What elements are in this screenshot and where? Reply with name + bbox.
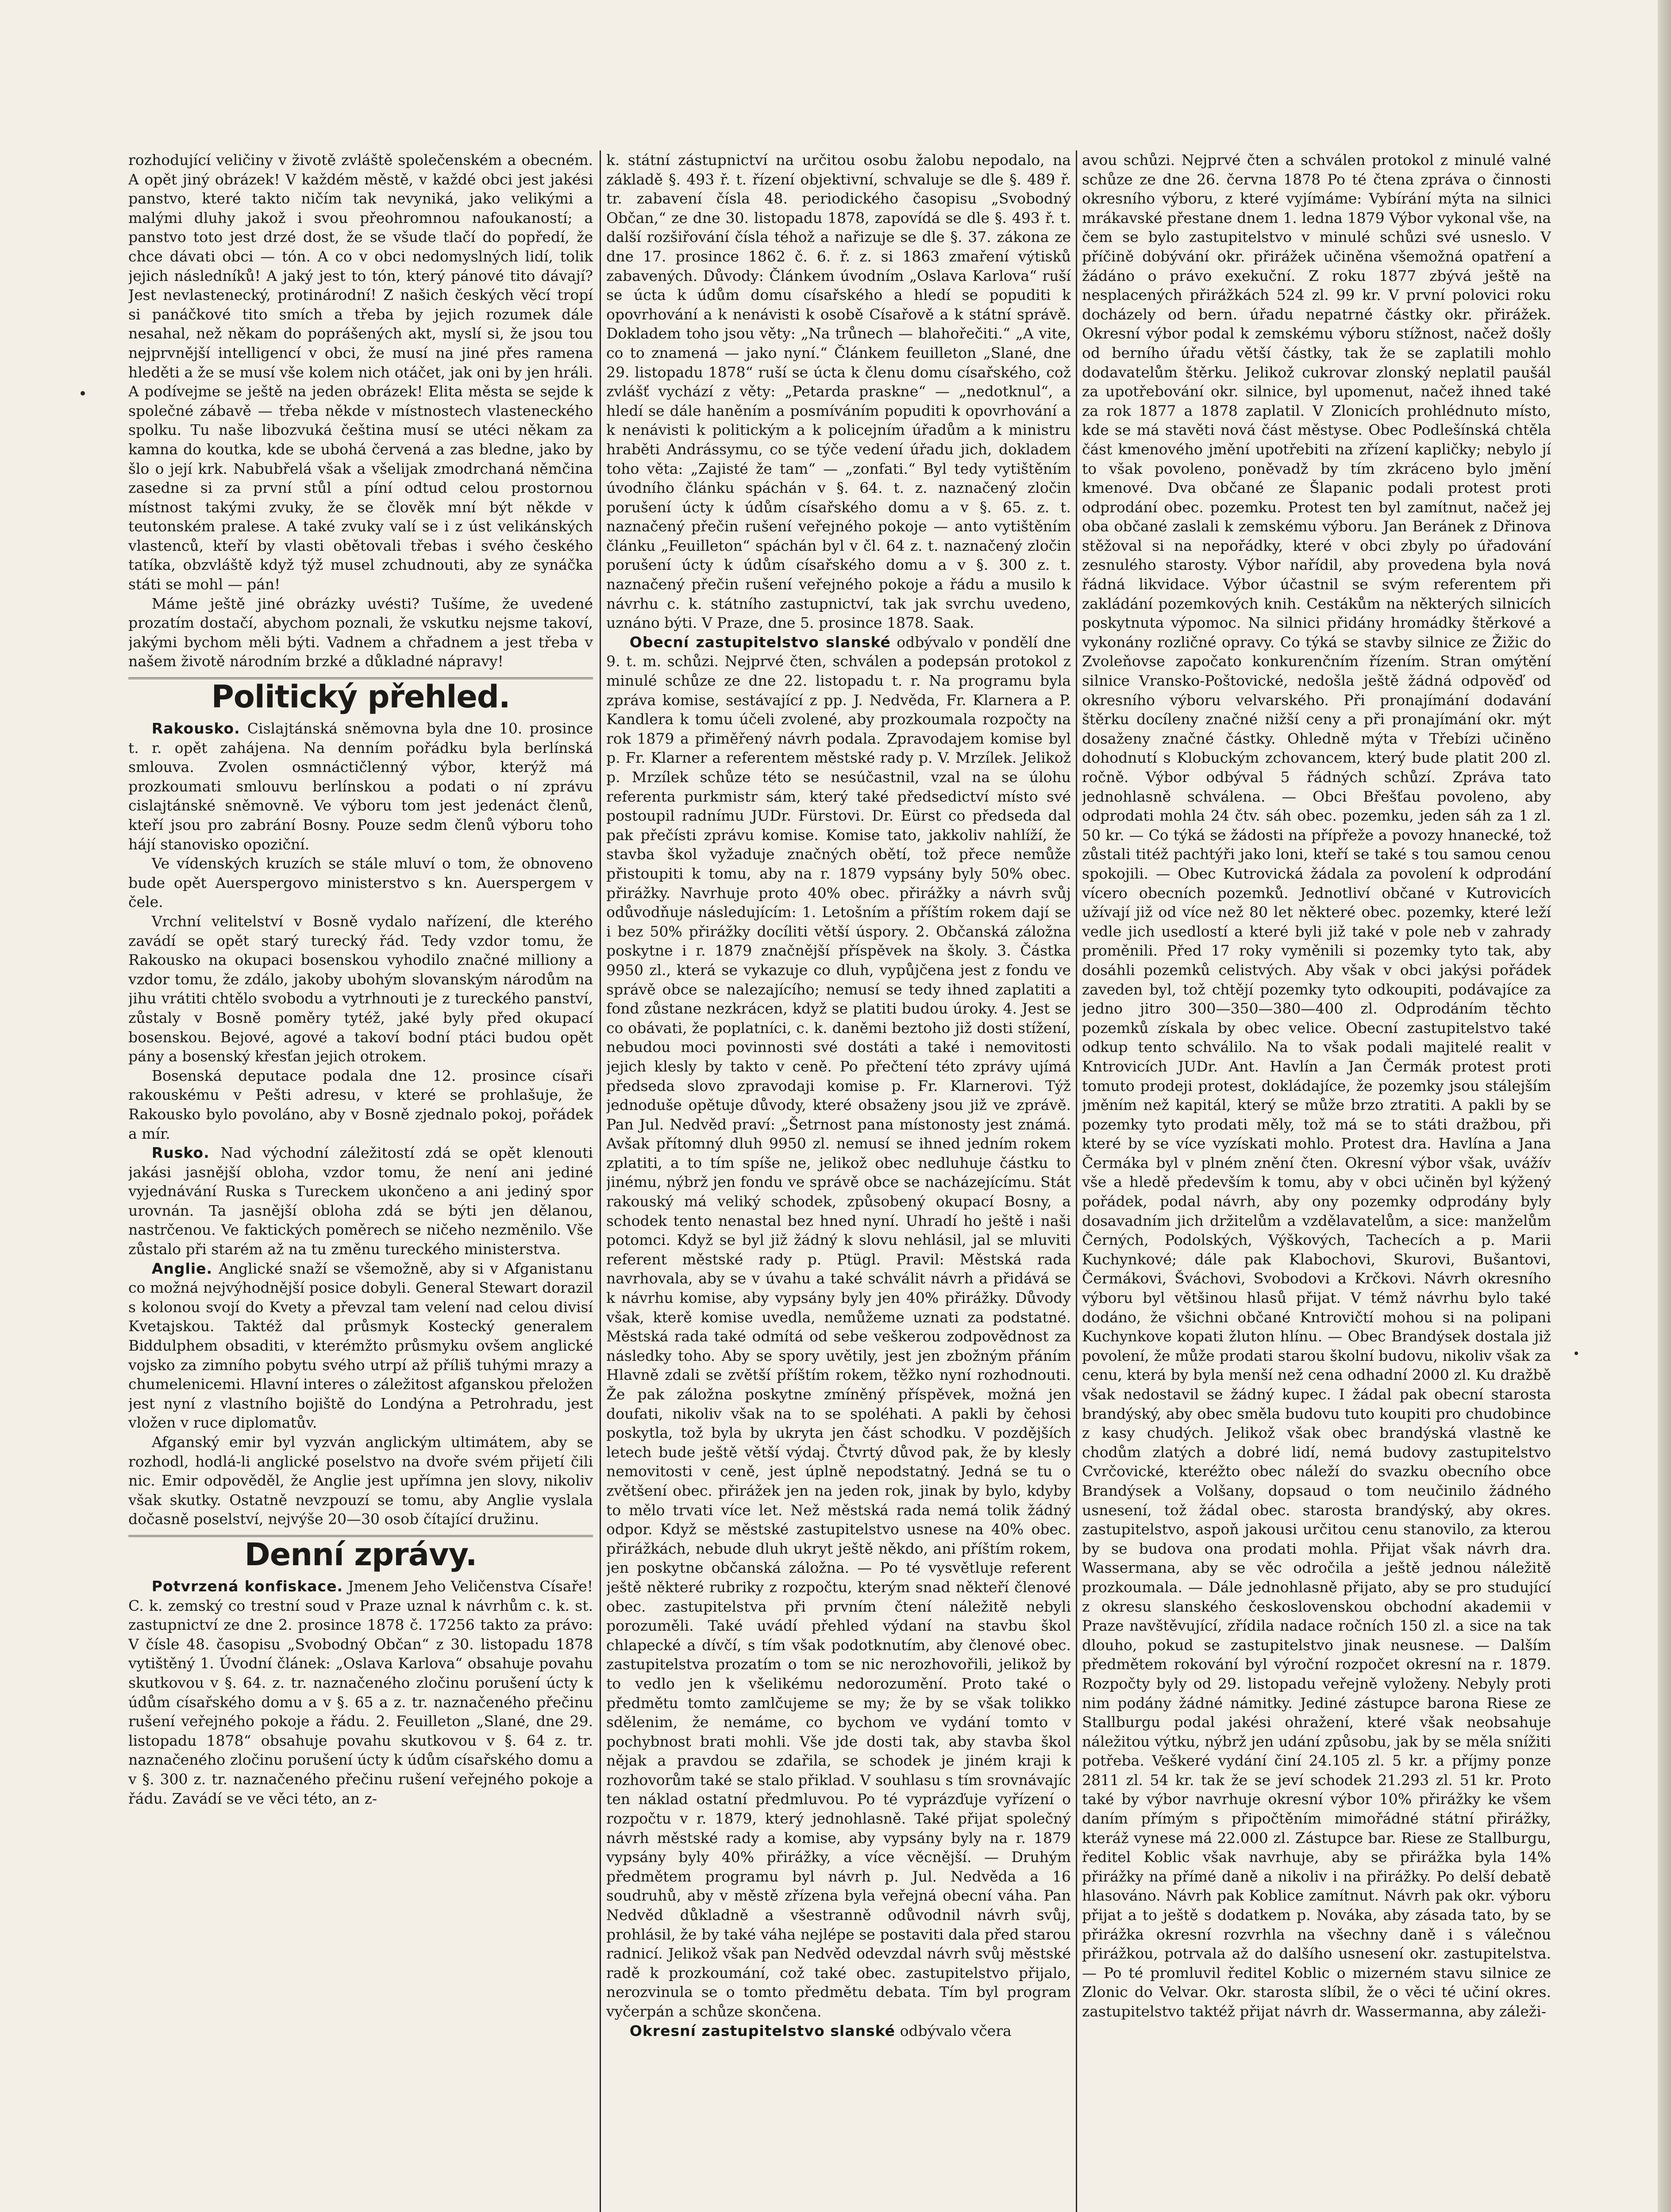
news-text: Nad východní záležitostí zdá se opět klenouti jakási jasnější obloha, vzdor tomu, že není ani jediné vyjednávání Ruska s Tureckem ukončeno a ani jediný spor urovnán. Ta jasnější obloha zdá se býti jen dělanou, nastrčenou. Ve faktických poměrech se ničeho nezměnilo. Vše zůstalo při starém až na tu změnu tureckého ministerstva. [128, 1144, 593, 1258]
article-paragraph: avou schůzi. Nejprvé čten a schválen protokol z minulé valné schůze ze dne 26. června 1878 Po té čtena zpráva o činnosti okresního výboru, z které vyjímáme: Vybírání mýta na silnici mrákavské přestane dnem 1. ledna 1879 Výbor vykonal vše, na čem se bylo zastupitelstvo v minulé schůzi své usneslo. V příčině dobývání okr. přirážek učiněna všemožná opatření a žádáno o právo exekuční. Z roku 1877 zbývá ještě na nesplacených přirážkách 524 zl. 99 kr. V první polovici roku docházely od bern. úřadu nepatrné částky okr. přirážek. Okresní výbor podal k zemskému výboru stížnost, načež došly od berního úřadu větší částky, tak že se zaplatili mohlo dodavatelům štěrku. Jelikož cukrovar zlonský neplatil paušál za upotřebování okr. silnice, byl upomenut, načež ihned také za rok 1877 a 1878 zaplatil. V Zlonicích prohlédnuto místo, kde se má stavěti nová část městyse. Obec Podlešínská chtěla část kmenového jmění upotřebiti na zřízení kapličky; nebylo jí to však povoleno, poněvadž by tím zkráceno bylo jmění kmenové. Dva občané ze Šlapanic podali protest proti odprodání obec. pozemku. Protest ten byl zamítnut, načež jej oba občané zaslali k zemskému výboru. Jan Beránek z Dřinova stěžoval si na nepořádky, které v obci zbyly po úřadování zesnulého starosty. Výbor nařídil, aby provedena byla nová řádná likvidace. Výbor účastnil se svým referentem při zakládání pozemkových knih. Cestákům na některých silnicích poskytnuta výpomoc. Na silnici přidány hromádky štěrkové a vykonány rozličné opravy. Co týká se stavby silnice ze Žižic do Zvoleňovse započato konkurenčním řízením. Stran omýtění silnice Vransko-Poštovické, nedošla ještě žádná odpověď od okresního výboru velvarského. Při pronajímání dodavání štěrku docíleny značné nižší ceny a při pronajímání okr. mýt dosaženy značné částky. Ohledně mýta v Třebízi učiněno dohodnutí s Klobuckým zchovancem, který bude platit 200 zl. ročně. Výbor odbýval 5 řádných schůzí. Zpráva tato jednohlasně schválena. — Obci Břešťau povoleno, aby odprodati mohla 24 čtv. sáh obec. pozemku, jeden sáh za 1 zl. 50 kr. — Co týká se žádosti na přípřeže a povozy hnanecké, tož zůstali titéž pachtýři jako loni, kteří se také s tou samou cenou spokojili. — Obec Kutrovická žádala za povolení k odprodání vícero obecních pozemků. Jednotliví občané v Kutrovicích užívají již od více než 80 let některé obec. pozemky, které leží vedle jich usedlostí a které byli již také v pole neb v zahrady proměnili. Před 17 roky vyměnili si pozemky tyto tak, aby dosáhli pozemků celistvých. Aby však v obci jakýsi pořádek zaveden byl, tož chtějí pozemky tyto odkoupiti, podávajíce za jedno jitro 300—350—380—400 zl. Odprodáním těchto pozemků získala by obec velice. Obecní zastupitelstvo také odkup tento schválilo. Na to však podali majitelé realit v Kntrovicích JUDr. Ant. Havlín a Jan Čermák protest proti tomuto prodeji protest, dokládajíce, že pozemky jsou stálejším jměním než kapitál, který se může brzo ztratiti. A pakli by se pozemky tyto prodati měly, tož má se to státi dražbou, při které by se více vyzískati mohlo. Protest dra. Havlína a Jana Čermáka byl v plném znění čten. Okresní výbor však, uvážív vše a hledě především k tomu, aby v obci učiněn byl kýžený pořádek, podal návrh, aby ony pozemky odprodány byly dosavadním jich držitelům a vzdělavatelům, a sice: manželům Černých, Podolských, Výškových, Tachecích a p. Marii Kuchynkové; dále pak Klabochovi, Skurovi, Bušantovi, Čermákovi, Šváchovi, Svobodovi a Krčkovi. Návrh okresního výboru byl většinou hlasů přijat. V témž návrhu bylo také dodáno, že všichni občané Kntrovičtí mohou si na polipani Kuchynkove kopati žluton hlínu. — Obec Brandýsek dostala již povolení, že může prodati starou školní budovu, nikoliv však za cenu, která by byla menší než cena odhadní 2000 zl. Ku dražbě však nedostavil se žádný kupec. I žádal pak obecní starosta brandýský, aby obec směla budovu tuto koupiti pro chudobince z kasy chudých. Jelikož však obec brandýská vlastně ke chodům zlatých a dobré lidí, nemá budovy zastupitelstvo Cvrčovické, kteréžto obec náleží do svazku obecního obce Brandýsek a Volšany, dopsaud o tom neučinilo žádného usnesení, tož žádal obec. starosta brandýský, aby okres. zastupitelstvo, aspoň jakousi určitou cenu stanovilo, za kterou by se budova ona prodati mohla. Přijat však návrh dra. Wassermana, aby se věc odročila a ještě jednou náležitě prozkoumala. — Dále jednohlasně přijato, aby se pro studující z okresu slanského československou obchodní akademii v Praze navštěvující, zřídila nadace ročních 150 zl. a sice na tak dlouho, pokud se zastupitelstvo jinak neusnese. — Dalším předmětem rokování byl výroční rozpočet okresní na r. 1879. Rozpočty byly od 29. listopadu veřejně vyloženy. Nebyly proti nim podány žádné námitky. Jediné zástupce barona Riese ze Stallburgu podal jakési ohražení, které však neobsahuje náležitou výtku, nýbrž jen udání způsobu, jak by se měla snížiti potřeba. Veškeré vydání činí 24.105 zl. 5 kr. a příjmy ponze 2811 zl. 54 kr. tak že se jeví schodek 21.293 zl. 51 kr. Proto také by výbor navrhuje okresní výbor 10% přirážky ke všem daním přímým s připočtěním mimořádné státní přirážky, kteráž vynese má 22.000 zl. Zástupce bar. Riese ze Stallburgu, ředitel Koblic však navrhuje, aby se přirážka byla 14% přirážky na přímé daně a nikoliv i na přirážky. Po delší debatě hlasováno. Návrh pak Koblice zamítnut. Návrh pak okr. výboru přijat a to ještě s dodatkem p. Nováka, aby zásada tato, by se přirážka okresní rozvrhla na všechny daně i s válečnou přirážkou, potrvala až do dalšího usnesení okr. zastupitelstva. — Po té promluvil ředitel Koblic o mizerném stavu silnice ze Zlonic do Velvar. Okr. starosta slíbil, že o věci té učiní okres. zastupitelstvo taktéž přijat návrh dr. Wassermanna, aby záleži- [1082, 151, 1551, 2020]
news-heading: Okresní zastupitelstvo slanské [629, 2022, 896, 2039]
country-heading: Rakousko. [151, 720, 240, 737]
column-left [128, 150, 593, 2212]
country-heading: Rusko. [151, 1144, 210, 1162]
section-heading-political: Politický přehled. [128, 677, 593, 714]
news-text: odbývalo v pondělí dne 9. t. m. schůzi. Nejprvé čten, schválen a podepsán protokol z minulé schůze ze dne 22. listopadu t. r. Na programu byla zpráva komise, sestávající z pp. J. Nedvěda, Fr. Klarnera a P. Kandlera k tomu účeli zvolené, aby prozkoumala rozpočty na rok 1879 a přiměřený návrh podala. Zpravodajem komise byl p. Fr. Klarner a referentem městské rady p. V. Mrzílek. Jelikož p. Mrzílek schůze této se nesúčastnil, vzal na se úlohu referenta purkmistr sám, který také předsedictví místo své postoupil radnímu JUDr. Fürstovi. Dr. Eürst co předseda dal pak přečísti zprávu komise. Komise tato, jakkoliv nahlíží, že stavba škol vyžaduje značných obětí, tož přece nemůže přistoupiti k tomu, aby na r. 1879 vypsány byly 50% obec. přirážky. Navrhuje proto 40% obec. přirážky a návrh svůj odůvodňuje následujícím: 1. Letošním a příštím rokem dají se i bez 50% přirážky docíliti větší úspory. 2. Občanská záložna poskytne i r. 1879 značnější příspěvek na školy. 3. Částka 9950 zl., která se vykazuje co dluh, vypůjčena jest z fondu ve správě obce se nalezajícího; nemusí se tedy ihned zaplatiti a fond zůstane nezkrácen, když se platiti budou úroky. 4. Jest se co obávati, že poplatníci, c. k. daněmi beztoho již dosti stížení, nebudou moci povinnosti své dostáti a také i nemovitosti jejich klesly by takto v ceně. Po přečtení této zprávy ujímá předseda slovo zpravodaji komise p. Fr. Klarnerovi. Týž jednoduše opětuje důvody, které obsaženy jsou již ve zprávě. Pan Jul. Nedvěd praví: „Šetrnost pana místonosty jest známá. Avšak přítomný dluh 9950 zl. nemusí se ihned jedním rokem zplatiti, a to tím spíše ne, jelikož obec nedluhuje částku to jinému, nýbrž jen fondu ve správě obce se nacházejícímu. Stát rakouský má veliký schodek, způsobený okupací Bosny, a schodek tento nenastal bez hned nyní. Uhradí ho ještě i naši potomci. Když se byl již žádný k slovu nehlásil, jal se mluviti referent městské rady p. Ptügl. Pravil: Městská rada navrhovala, aby se v úvahu a také schválit návrh a přidává se k návrhu komise, aby vypsány byly jen 40% přirážky. Důvody však, kterě komise uvedla, nemůžeme uznati za podstatné. Městská rada také odmítá od sebe veškerou zodpovědnost za následky toho. Aby se spory uvětily, jest jen zbožným přáním Hlavně zdali se zvětší příštím rokem, těžko nyní rozhodnouti. Že pak záložna poskytne zmíněný příspěvek, možná jen doufati, nikoliv však na to se spoléhati. A pakli by čehosi poskytla, tož byla by ukryta jen část schodku. V pozdějších letech bude ještě větší výdaj. Čtvrtý důvod pak, že by klesly nemovitosti v ceně, jest úplně nepodstatný. Jedná se tu o zvětšení obec. přirážek jen na jeden rok, jinak by bylo, kdyby to mělo trvati více let. Než městská rada nemá tolik žádný odpor. Když se městské zastupitelstvo usnese na 40% obec. přirážkách, nebude dluh ukryt ještě někdo, ani příštím rokem, jen poskytne občanská záložna. — Po té vysvětluje referent ještě některé rubriky z rozpočtu, kterým snad někteří členové obec. zastupitelstva při prvním čtení náležitě nebyli porozuměli. Také uvádí přehled výdaní na stavbu škol chlapecké a dívčí, s tím však podotknutím, aby členové obec. zastupitelstva prozatím o tom se nic nerozhovořili, jelikož by to vedlo jen k všelikému nedorozumění. Proto také o předmětu tomto zamlčujeme se my; že by se však tolikko sdělenim, že nemáme, co bychom ve vydání tomto v pochybnost brati mohli. Vše jde dosti tak, aby stavba škol nějak a pravdou se zdařila, se schodek je jiném kraji k rozhovorům také se stalo přiklad. V souhlasu s tím srovnávajíc ten náklad ostatní předmluvou. Po té vyprázďuje vyřízení o rozpočtu v r. 1879, který jednohlasně. Také přijat společný návrh městské rady a komise, aby vypsány byly na r. 1879 vypsány byly 40% přirážky, a více věcnější. — Druhým předmětem programu byl návrh p. Jul. Nedvěda a 16 soudruhů, aby v městě zřízena byla veřejná obecní váha. Pan Nedvěd důkladně a všestranně odůvodnil návrh svůj, prohlásil, že by také váha nejlépe se postaviti dala před starou radnicí. Jelikož však pan Nedvěd odevzdal návrh svůj městské radě k prozkoumání, což také obec. zastupitelstvo přijalo, nerozvinula se o tomto předmětu debata. Tím byl program vyčerpán a schůze skončena. [606, 633, 1071, 2020]
news-text: Cislajtánská sněmovna byla dne 10. prosince t. r. opět zahájena. Na denním pořádku byla berlínská smlouva. Zvolen osmnáctičlenný výbor, kterýž má prozkoumati smlouvu berlínskou a podati o ní zprávu cislajtánské sněmovně. Ve výboru tom jest jedenáct členů, kteří jsou pro zabrání Bosny. Pouze sedm členů výboru toho hájí stanovisko opoziční. [128, 720, 593, 853]
news-paragraph: Afganský emir byl vyzván anglickým ultimátem, aby se rozhodl, hodlá-li anglické poselstvo na dvoře svém přijetí čili nic. Emir odpověděl, že Anglie jest upřímna jen slovy, nikoliv však skutky. Ostatně nevzpouzí se tomu, aby Anglie vyslala dočasně poselství, nejvýše 20—30 osob čítající družinu. [128, 1433, 593, 1528]
article-paragraph: rozhodující veličiny v životě zvláště společenském a obecném. A opět jiný obrázek! V každém městě, v každé obci jest jakési panstvo, které takto ničím tak nevyniká, jako velikými a malými dluhy jakož i svou přeohromnou nafoukaností; a panstvo toto jest drzé dost, že se všude tlačí do popředí, že chce dávati obci — tón. A co v obci nedomyslných lidí, tolik jejich následníků! A jaký jest to tón, který pánové tito dávají? Jest nevlastenecký, protinárodní! Z našich českých věcí tropí si panáčkové tito smích a třeba by jejich rozumek dále nesahal, než někam do poprášených akt, myslí si, že jsou tou nejprvnější intelligencí v obci, že musí na jiné přes ramena hleděti a že se musí vše kolem nich otáčet, jak oni by jen hráli. A podívejme se ještě na jeden obrázek! Elita města se sejde k společné zábavě — třeba někde v místnostech vlasteneckého spolku. Tu naše libozvuká čeština musí se utéci někam za kamna do koutka, kde se ubohá červená a zas bledne, jako by šlo o její krk. Nabubřelá však a všelijak zmodrchaná němčina zasedne si za první stůl a píní odtud celou prostornou místnost takými zvuky, že se člověk mní být někde v teutonském pralese. A také zvuky valí se i z úst velikánských vlastenců, kteří by vlasti obětovali třebas i svého českého tatíka, obzvláště když týž musel zchudnouti, aby ze synáčka státi se mohl — pán! [128, 151, 593, 593]
article-paragraph: k. státní zástupnictví na určitou osobu žalobu nepodalo, na základě §. 493 ř. t. řízení objektivní, schvaluje se dle §. 489 ř. tr. zabavení čísla 48. periodického časopisu „Svobodný Občan,“ ze dne 30. listopadu 1878, zapovídá se dle §. 493 ř. t. další rozšiřování čísla téhož a nařizuje se dle §. 37. zákona ze dne 17. prosince 1862 č. 6. ř. z. si 1863 zmaření výtisků zabavených. Důvody: Článkem úvodním „Oslava Karlova“ ruší se úcta k údům domu císařského a hledí se popuditi k opovrhování a k nenávisti k osobě Císařově a k státní správě. Dokladem toho jsou věty: „Na trůnech — blahořečiti.“ „A vite, co to znamená — jako nyní.“ Článkem feuilleton „Slané, dne 29. listopadu 1878“ ruší se úcta k členu domu císařského, což zvlášť vychází z věty: „Petarda praskne“ — „nedotknul“, a hledí se dále haněním a posmíváním popuditi k opovrhování a k nenávisti k politickým a k policejním úřadům a k ministru hraběti Andrássymu, co se týče vedení úřadu jich, dokladem toho věta: „Zajisté že tam“ — „zonfati.“ Byl tedy vytištěním úvodního článku spáchán v §. 64. t. z. naznačený zločin porušení úcty k údům císařského domu a v §. 65. z. t. naznačený přečin rušení veřejného pokoje — anto vytištěním článku „Feuilleton“ spáchán byl v čl. 64 z. t. naznačený zločin porušení úcty k údům císařského domu a v §. 300 z. t. naznačený přečin rušení veřejného pokoje a řádu a musilo k návrhu c. k. státního zastupnictví, tak jak svrchu uvedeno, uznáno býti. V Praze, dne 5. prosince 1878. Saak. [606, 151, 1071, 632]
news-paragraph: Ve vídenských kruzích se stále mluví o tom, že obnoveno bude opět Auerspergovo ministerstvo s kn. Auerspergem v čele. [128, 855, 593, 911]
print-dot [1575, 1352, 1578, 1355]
page-edge [1658, 0, 1671, 2212]
column-divider [1076, 150, 1077, 2212]
column-middle [606, 150, 1071, 2212]
news-paragraph: Bosenská deputace podala dne 12. prosince císaři rakouskému v Pešti adresu, v které se prohlašuje, že Rakousko bylo povoláno, aby v Bosně zjednalo pokoj, pořádek a mír. [128, 1067, 593, 1142]
column-right [1082, 150, 1551, 2212]
news-text: odbývalo včera [900, 2022, 1012, 2039]
news-text: Anglické snaží se všemožně, aby si v Afganistanu co možná nejvýhodnější posice dobyli. General Stewart dorazil s kolonou svojí do Kvety a převzal tam velení nad celou divisí Kvetajskou. Taktéž dal průsmyk Kostecký generalem Biddulphem obsaditi, v kterémžto průsmyku ovšem anglické vojsko za zimního pobytu svého utrpí až příliš tuhými mrazy a chumelenicemi. Hlavní interes o záležitost afganskou přeložen jest nyní z vlastního bojiště do Londýna a Petrohradu, jest vložen v ruce diplomatův. [128, 1260, 593, 1432]
news-heading: Potvrzená konfiskace. [151, 1577, 343, 1595]
news-text: Jmenem Jeho Veličenstva Císaře! C. k. zemský co trestní soud v Praze uznal k návrhům c. k. st. zastupnictví ze dne 2. prosince 1878 č. 17256 takto za právo: V čísle 48. časopisu „Svobodný Občan“ z 30. listopadu 1878 vytištěný 1. Úvodní článek: „Oslava Karlova“ obsahuje povahu skutkovou v §. 64. z. tr. naznačeného zločinu porušení úcty k údům císařského domu a v §. 65 a z. tr. naznačeného přečinu rušení veřejného pokoje a řádu. 2. Feuilleton „Slané, dne 29. listopadu 1878“ obsahuje povahu skutkovou v §. 64 z. tr. naznačeného zločinu porušení úcty k údům císařského domu a v §. 300 z. tr. naznačeného přečinu rušení veřejného pokoje a řádu. Zavádí se ve věci této, an z- [128, 1577, 593, 1807]
news-paragraph: Vrchní velitelství v Bosně vydalo nařízení, dle kterého zavádí se opět starý turecký řád. Tedy vzdor tomu, že Rakousko na okupaci bosenskou vyhodilo značné milliony a vzdor tomu, že zdálo, jakoby ubohým slovanským národům na jihu vrátiti chtělo svobodu a vytrhnouti je z tureckého panství, zůstaly v Bosně poměry tytéž, jaké byly před okupací bosenskou. Bejové, agové a takoví bodní ptáci budou opět pány a bosenský křesťan jejich otrokem. [128, 912, 593, 1065]
news-heading: Obecní zastupitelstvo slanské [629, 633, 891, 651]
section-heading-daily: Denní zprávy. [128, 1535, 593, 1572]
country-heading: Anglie. [151, 1260, 212, 1277]
print-dot [81, 391, 85, 396]
article-paragraph: Máme ještě jiné obrázky uvésti? Tušíme, že uvedené prozatím dostačí, abychom poznali, že vskutku nejsme takoví, jakými bychom měli býti. Vadnem a chřadnem a jest třeba v našem životě národním brzké a důkladné nápravy! [128, 595, 593, 670]
column-divider [600, 150, 601, 2212]
